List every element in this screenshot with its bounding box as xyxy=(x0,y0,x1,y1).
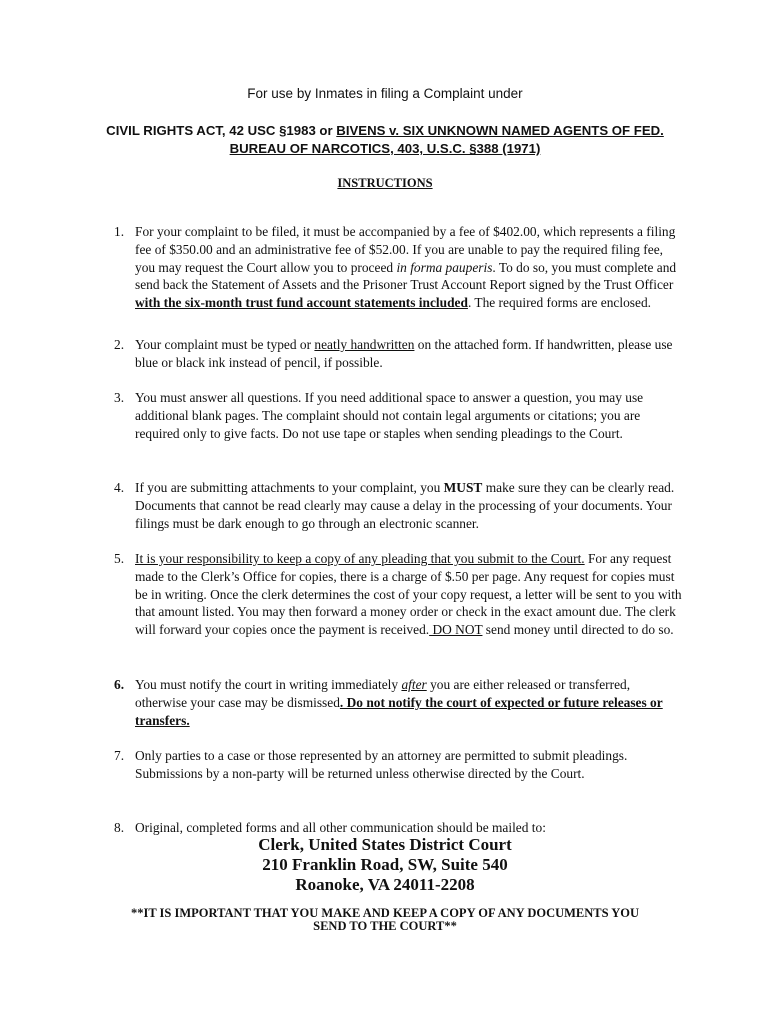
title-case-citation: BUREAU OF NARCOTICS, 403, U.S.C. §388 (1971) xyxy=(229,141,541,156)
important-notice-line2: SEND TO THE COURT** xyxy=(313,919,457,933)
item-text-part: If you are submitting attachments to your complaint, you xyxy=(135,480,444,495)
instruction-item-6 xyxy=(114,676,684,729)
instruction-item-2 xyxy=(114,336,684,372)
item-text xyxy=(135,676,684,729)
form-subtitle: For use by Inmates in filing a Complaint under xyxy=(247,86,523,101)
title-case-name: BIVENS v. SIX UNKNOWN NAMED AGENTS OF FED. xyxy=(336,123,664,138)
item-text-underlined: neatly handwritten xyxy=(314,337,415,352)
instruction-item-7 xyxy=(114,747,684,783)
item-number: 2. xyxy=(114,337,125,352)
item-text: Original, completed forms and all other communication should be mailed to: xyxy=(135,820,546,835)
item-text: Only parties to a case or those represented by an attorney are permitted to submit pleadings. Submissions by a non-party will be returned unless otherwise directed by the Court. xyxy=(135,748,628,781)
item-number: 6. xyxy=(114,677,125,692)
item-text-italic-underlined: after xyxy=(401,677,427,692)
form-title xyxy=(60,122,710,158)
item-number: 4. xyxy=(114,480,125,495)
item-text-part: on the attached form. If handwritten, please use blue or black ink instead of pencil, if possible. xyxy=(135,337,673,370)
instructions-heading: INSTRUCTIONS xyxy=(337,176,433,190)
item-text-part: . The required forms are enclosed. xyxy=(467,295,651,311)
item-number: 1. xyxy=(114,224,125,239)
item-text-bold: MUST xyxy=(443,480,483,495)
important-notice xyxy=(60,907,710,933)
item-text xyxy=(135,336,684,372)
item-number: 8. xyxy=(114,820,125,835)
item-text-italic: in forma pauperis xyxy=(396,259,493,275)
item-number: 3. xyxy=(114,390,125,405)
item-text-part: For your complaint to be filed, it must be accompanied by a fee of $402.00, which represents a filing fee of $350.00 and an administrative fee of $52.00. If you are unable to pay the required filing fee, you may request the Court allow you to proceed xyxy=(135,224,676,275)
instruction-item-1 xyxy=(114,223,684,312)
item-text-underlined: It is your responsibility to keep a copy of any pleading that you submit to the Court. xyxy=(135,551,585,566)
instruction-item-3 xyxy=(114,389,684,442)
item-text: You must answer all questions. If you need additional space to answer a question, you may use additional blank pages. The complaint should not contain legal arguments or citations; you are required only to give facts. Do not use tape or staples when sending pleadings to the Court. xyxy=(135,390,644,441)
item-text-part: Your complaint must be typed or xyxy=(135,337,315,352)
instruction-item-5 xyxy=(114,550,684,639)
item-text-bold-underlined: . Do not notify the court of expected or future releases or transfers. xyxy=(135,694,663,728)
item-text-part: make sure they can be clearly read. Documents that cannot be read clearly may cause a delay in the processing of your documents. Your filings must be dark enough to go through an electronic scanner. xyxy=(135,480,675,531)
item-text-part: you are either released or transferred, otherwise your case may be dismissed xyxy=(135,677,631,710)
item-text xyxy=(135,550,684,639)
important-notice-line1: **IT IS IMPORTANT THAT YOU MAKE AND KEEP A COPY OF ANY DOCUMENTS YOU xyxy=(130,906,640,920)
item-number: 7. xyxy=(114,748,125,763)
item-text-bold-underlined: with the six-month trust fund account statements included xyxy=(135,295,468,311)
instruction-item-4 xyxy=(114,479,684,532)
title-prefix: CIVIL RIGHTS ACT, 42 USC §1983 or xyxy=(106,123,337,138)
clerk-address-name: Clerk, United States District Court xyxy=(258,835,512,854)
item-text xyxy=(135,479,684,532)
item-text-underlined: DO NOT xyxy=(429,622,483,638)
item-number: 5. xyxy=(114,551,125,566)
clerk-address-street: 210 Franklin Road, SW, Suite 540 xyxy=(262,855,508,874)
item-text-part: . To do so, you must complete and send back the Statement of Assets and the Prisoner Trust Account Report signed by the Trust Officer xyxy=(135,259,677,293)
item-text-part: For any request made to the Clerk’s Office for copies, there is a charge of $.50 per page. Any request for copies must be in writing. Once the clerk determines the cost of your copy request, a letter will be sent to you with that amount listed. You may then forward a money order or check in the exact amount due. The clerk will forward your copies once the payment is received. xyxy=(135,551,682,638)
item-text-part: send money until directed to do so. xyxy=(482,622,674,638)
item-text xyxy=(135,223,684,312)
clerk-address-city: Roanoke, VA 24011-2208 xyxy=(295,875,475,894)
item-text-part: You must notify the court in writing immediately xyxy=(135,677,402,692)
